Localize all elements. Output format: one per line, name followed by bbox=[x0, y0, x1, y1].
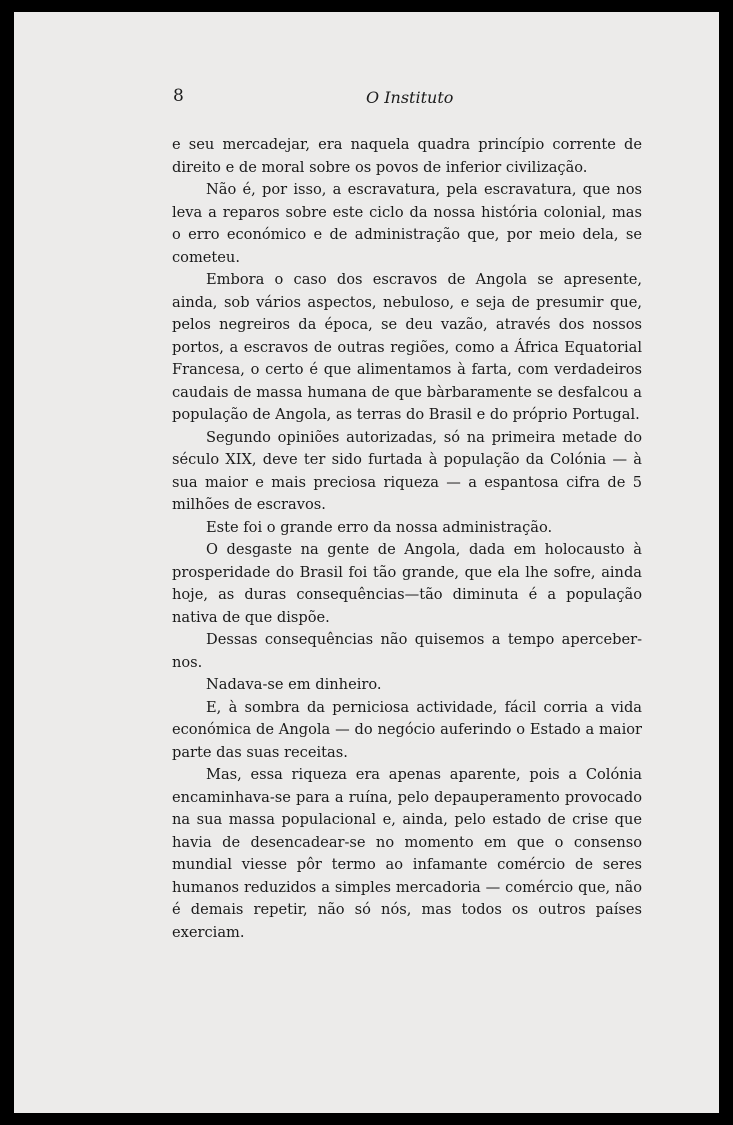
paragraph: Este foi o grande erro da nossa administração. bbox=[206, 518, 553, 536]
book-page bbox=[14, 12, 719, 1113]
paragraph: Não é, por isso, a escravatura, pela escravatura, que nos leva a reparos sobre este ciclo da nossa história colonial, mas o erro económico e de administração que, por meio dela, se cometeu. bbox=[172, 181, 642, 266]
paragraph: Embora o caso dos escravos de Angola se apresente, ainda, sob vários aspectos, nebuloso, e seja de presumir que, pelos negreiros da época, se deu vazão, através dos nossos portos, a escravos de outras regiões, como a África Equatorial Francesa, o certo é que alimentamos à farta, com verdadeiros caudais de massa humana de que bàrbaramente se desfalcou a população de Angola, as terras do Brasil e do próprio Portugal. bbox=[172, 271, 642, 423]
paragraph: E, à sombra da perniciosa actividade, fácil corria a vida económica de Angola — do negócio auferindo o Estado a maior parte das suas receitas. bbox=[172, 698, 642, 761]
paragraph: O desgaste na gente de Angola, dada em holocausto à prosperidade do Brasil foi tão grande, que ela lhe sofre, ainda hoje, as duras consequências—tão diminuta é a população nativa de que dispõe. bbox=[172, 541, 642, 626]
paragraph: e seu mercadejar, era naquela quadra princípio corrente de direito e de moral sobre os povos de inferior civilização. bbox=[172, 136, 642, 176]
page-header bbox=[14, 86, 719, 116]
paragraph: Segundo opiniões autorizadas, só na primeira metade do século XIX, deve ter sido furtada à população da Colónia — à sua maior e mais preciosa riqueza — a espantosa cifra de 5 milhões de escravos. bbox=[172, 428, 642, 513]
paragraph: Mas, essa riqueza era apenas aparente, pois a Colónia encaminhava-se para a ruína, pelo depauperamento provocado na sua massa populacional e, ainda, pelo estado de crise que havia de desencadear-se no momento em que o consenso mundial viesse pôr termo ao infamante comércio de seres humanos reduzidos a simples mercadoria — comércio que, não é demais repetir, não só nós, mas todos os outros países exerciam. bbox=[172, 766, 642, 941]
paragraph: Dessas consequências não quisemos a tempo aperceber-nos. bbox=[172, 631, 642, 671]
body-text bbox=[172, 134, 642, 944]
running-title: O Instituto bbox=[366, 88, 454, 107]
page-number: 8 bbox=[173, 86, 184, 106]
paragraph: Nadava-se em dinheiro. bbox=[206, 676, 382, 693]
